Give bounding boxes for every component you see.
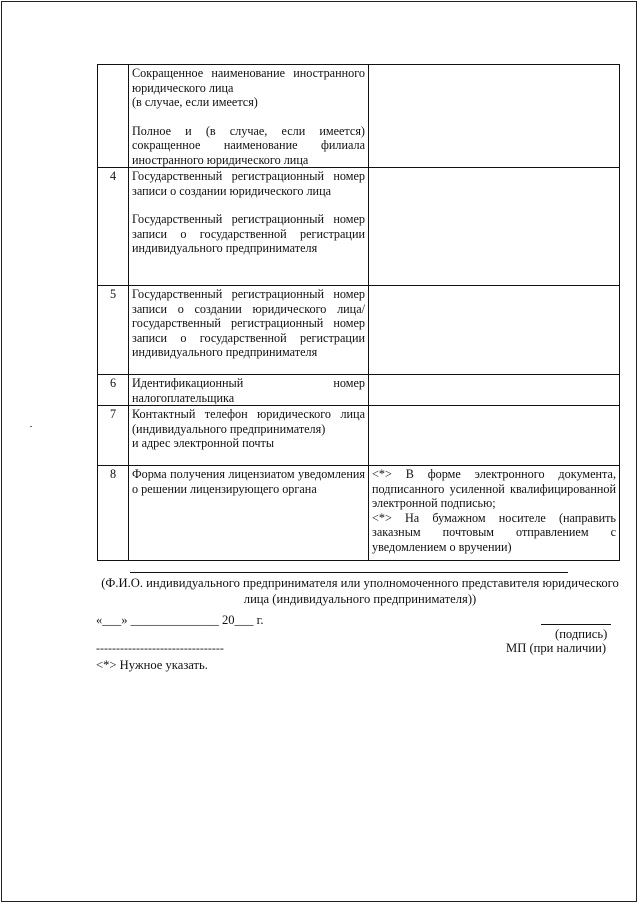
footnote-text: <*> Нужное указать. (96, 658, 208, 672)
table-row (98, 168, 620, 286)
row-number: 4 (98, 168, 129, 286)
date-line[interactable]: «___» ______________ 20___ г. (96, 613, 264, 627)
row-label (129, 375, 369, 406)
row-value-field[interactable] (369, 375, 620, 406)
label-spacer (132, 198, 365, 212)
table-row (98, 406, 620, 466)
row-value-field[interactable] (369, 406, 620, 466)
row-number: 6 (98, 375, 129, 406)
fio-caption: (Ф.И.О. индивидуального предпринимателя или уполномоченного представителя юридического лица (индивидуального предпринимателя)) (101, 576, 619, 606)
row-number: 5 (98, 286, 129, 375)
row-number: 8 (98, 466, 129, 561)
scan-speck (30, 426, 32, 427)
label-text: (в случае, если имеется) (132, 95, 258, 109)
row-label (129, 466, 369, 561)
table-row (98, 65, 620, 168)
row-label (129, 406, 369, 466)
application-form-table (97, 64, 620, 561)
stamp-note: МП (при наличии) (506, 641, 607, 655)
label-text: Государственный регистрационный номер записи о создании юридического лица/государственный регистрационный номер записи о государственной регистрации индивидуального предпринимателя (132, 287, 365, 359)
row-label (129, 65, 369, 168)
footnote-separator: -------------------------------- (96, 641, 224, 655)
row-label (129, 286, 369, 375)
label-text: Идентификационный номер налогоплательщика (132, 376, 365, 405)
row-value-field[interactable] (369, 168, 620, 286)
row-number (98, 65, 129, 168)
fio-underline (130, 572, 568, 573)
label-text: Контактный телефон юридического лица (индивидуального предпринимателя) (132, 407, 365, 436)
row-value-field[interactable] (369, 65, 620, 168)
label-text: Форма получения лицензиатом уведомления о решении лицензирующего органа (132, 467, 365, 496)
label-text: Сокращенное наименование иностранного юридического лица (132, 66, 365, 95)
row-value-field[interactable] (369, 286, 620, 375)
signature-underline[interactable] (541, 624, 611, 625)
row-label (129, 168, 369, 286)
row-number: 7 (98, 406, 129, 466)
table-row (98, 375, 620, 406)
label-text: Полное и (в случае, если имеется) сокращенное наименование филиала иностранного юридического лица (132, 123, 365, 167)
label-text: Государственный регистрационный номер записи о создании юридического лица (132, 169, 365, 198)
label-text: и адрес электронной почты (132, 436, 275, 450)
delivery-options (369, 466, 620, 561)
label-spacer (132, 110, 365, 124)
table-row (98, 466, 620, 561)
table-row (98, 286, 620, 375)
delivery-option-electronic[interactable]: <*> В форме электронного документа, подписанного усиленной квалифицированной электронной подписью; (372, 467, 616, 510)
label-text: Государственный регистрационный номер записи о государственной регистрации индивидуального предпринимателя (132, 212, 365, 255)
signature-caption: (подпись) (555, 627, 608, 641)
delivery-option-paper[interactable]: <*> На бумажном носителе (направить заказным почтовым отправлением с уведомлением о вручении) (372, 510, 616, 554)
